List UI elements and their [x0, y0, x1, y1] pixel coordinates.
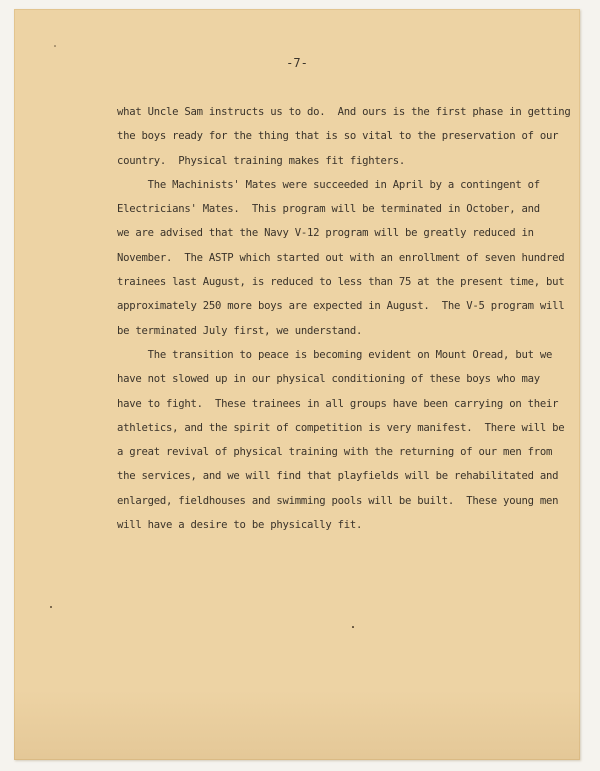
text-line: what Uncle Sam instructs us to do. And ours is the first phase in getting: [117, 106, 571, 118]
text-line: the services, and we will find that playfields will be rehabilitated and: [117, 470, 559, 483]
body-text: [117, 100, 571, 537]
text-line: Electricians' Mates. This program will be terminated in October, and: [117, 203, 540, 216]
paragraph: [117, 100, 571, 173]
paper-speck: [352, 626, 354, 628]
text-line: a great revival of physical training with the returning of our men from: [117, 446, 553, 459]
page-number: -7-: [286, 56, 308, 70]
text-line: approximately 250 more boys are expected in August. The V-5 program will: [117, 300, 565, 313]
paragraph: [117, 173, 565, 343]
text-line: be terminated July first, we understand.: [117, 324, 363, 337]
text-line: will have a desire to be physically fit.: [117, 519, 363, 532]
typewritten-page: [14, 9, 580, 760]
text-line: The transition to peace is becoming evident on Mount Oread, but we: [117, 348, 553, 361]
text-line: trainees last August, is reduced to less than 75 at the present time, but: [117, 276, 565, 289]
text-line: The Machinists' Mates were succeeded in April by a contingent of: [117, 178, 540, 191]
paragraph: [117, 343, 565, 537]
text-line: have not slowed up in our physical conditioning of these boys who may: [117, 373, 540, 386]
paper-speck: [54, 45, 56, 47]
text-line: athletics, and the spirit of competition is very manifest. There will be: [117, 421, 565, 434]
text-line: November. The ASTP which started out with an enrollment of seven hundred: [117, 251, 565, 264]
text-line: the boys ready for the thing that is so vital to the preservation of our: [117, 130, 559, 143]
text-line: we are advised that the Navy V-12 program will be greatly reduced in: [117, 227, 534, 240]
text-line: country. Physical training makes fit fighters.: [117, 154, 406, 167]
text-line: enlarged, fieldhouses and swimming pools will be built. These young men: [117, 494, 559, 507]
paper-speck: [50, 606, 52, 608]
text-line: have to fight. These trainees in all groups have been carrying on their: [117, 397, 559, 410]
